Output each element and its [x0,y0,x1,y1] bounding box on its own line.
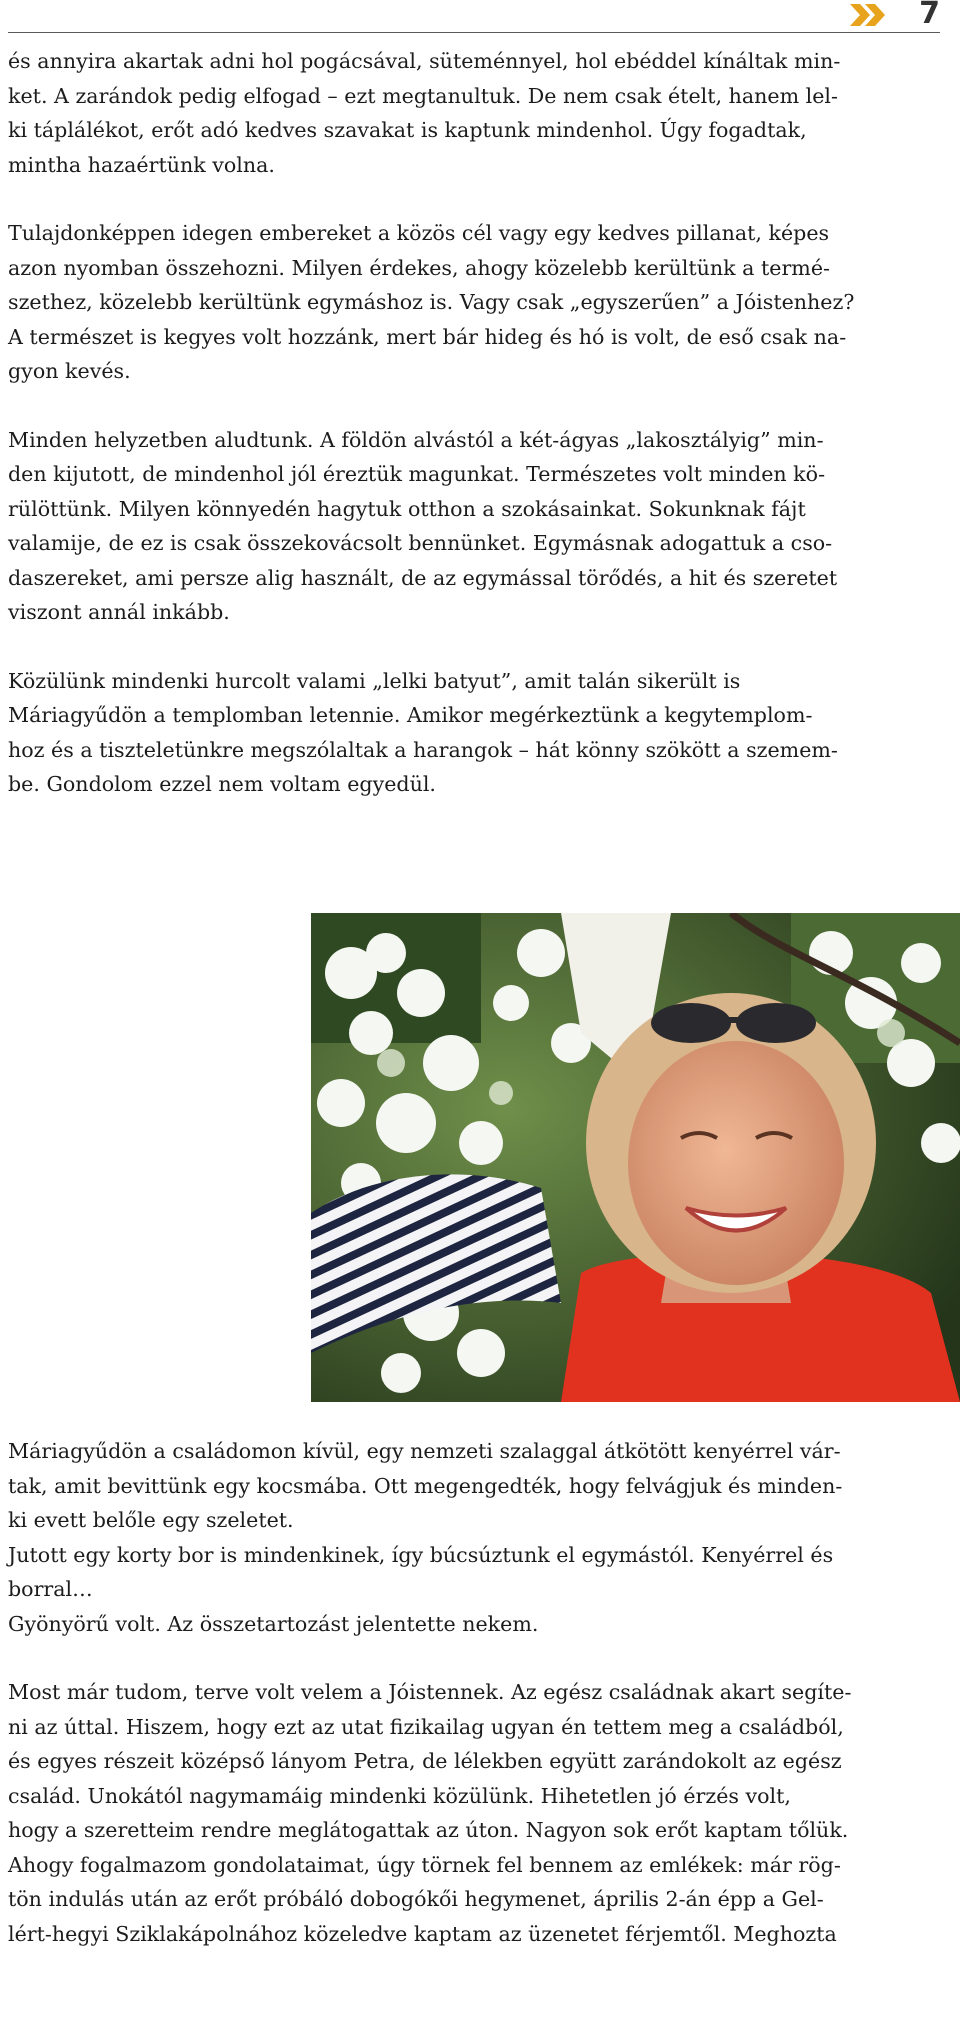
text-line: valamije, de ez is csak összekovácsolt bennünket. Egymásnak adogattuk a cso- [8,531,833,555]
text-line: gyon kevés. [8,359,131,383]
text-line: és annyira akartak adni hol pogácsával, süteménnyel, hol ebéddel kínáltak min- [8,49,841,73]
smiling-woman-photo [311,913,960,1402]
text-line: és egyes részeit középső lányom Petra, de lélekben együtt zarándokolt az egész [8,1749,842,1773]
paragraph [8,664,958,802]
text-line: szethez, közelebb kerültünk egymáshoz is. Vagy csak „egyszerűen” a Jóistenhez? [8,290,855,314]
text-line: viszont annál inkább. [8,600,230,624]
text-line: Ahogy fogalmazom gondolataimat, úgy törnek fel bennem az emlékek: már rög- [8,1852,841,1877]
text-line: család. Unokától nagymamáig mindenki közülünk. Hihetetlen jó érzés volt, [8,1783,791,1808]
paragraph [8,1538,958,1607]
paragraph [8,216,958,389]
text-line: rülöttünk. Milyen könnyedén hagytuk otthon a szokásainkat. Sokunknak fájt [8,496,806,521]
text-line: mintha hazaértünk volna. [8,152,275,177]
text-line: Máriagyűdön a családomon kívül, egy nemzeti szalaggal átkötött kenyérrel vár- [8,1439,841,1463]
text-line: Gyönyörű volt. Az összetartozást jelentette nekem. [8,1611,539,1636]
text-line: azon nyomban összehozni. Milyen érdekes, ahogy közelebb kerültünk a termé- [8,255,830,280]
text-line: ket. A zarándok pedig elfogad – ezt megtanultuk. De nem csak ételt, hanem lel- [8,83,838,108]
paragraph [8,1675,958,1951]
text-line: Most már tudom, terve volt velem a Jóistennek. Az egész családnak akart segíte- [8,1680,852,1704]
text-line: lért-hegyi Sziklakápolnához közeledve kaptam az üzenetet férjemtől. Meghozta [8,1921,837,1946]
text-line: hogy a szeretteim rendre meglátogattak az úton. Nagyon sok erőt kaptam tőlük. [8,1818,849,1842]
text-line: den kijutott, de mindenhol jól éreztük magunkat. Természetes volt minden kö- [8,462,826,486]
text-line: ki táplálékot, erőt adó kedves szavakat is kaptunk mindenhol. Úgy fogadtak, [8,118,807,142]
text-line: ki evett belőle egy szeletet. [8,1508,294,1532]
text-line: Közülünk mindenki hurcolt valami „lelki batyut”, amit talán sikerült is [8,668,741,693]
text-block-top [8,44,958,802]
text-line: A természet is kegyes volt hozzánk, mert bár hideg és hó is volt, de eső csak na- [8,324,847,349]
double-chevron-right-icon [848,2,890,28]
paragraph [8,44,958,182]
paragraph [8,423,958,630]
page-header [8,0,940,40]
text-line: ni az úttal. Hiszem, hogy ezt az utat fizikailag ugyan én tettem meg a családból, [8,1714,844,1739]
header-rule [8,32,940,33]
text-block-bottom [8,1434,958,1951]
paragraph [8,1607,958,1642]
text-line: Tulajdonképpen idegen embereket a közös cél vagy egy kedves pillanat, képes [8,221,830,245]
text-line: Máriagyűdön a templomban letennie. Amikor megérkeztünk a kegytemplom- [8,703,813,727]
text-line: be. Gondolom ezzel nem voltam egyedül. [8,772,436,796]
text-line: tön indulás után az erőt próbáló dobogókői hegymenet, április 2-án épp a Gel- [8,1887,824,1911]
text-line: daszereket, ami persze alig használt, de az egymással törődés, a hit és szeretet [8,565,838,590]
text-line: tak, amit bevittünk egy kocsmába. Ott megengedték, hogy felvágjuk és minden- [8,1473,843,1498]
text-line: Jutott egy korty bor is mindenkinek, így búcsúztunk el egymástól. Kenyérrel és [8,1542,834,1567]
text-line: borral… [8,1577,93,1601]
paragraph [8,1434,958,1538]
text-line: hoz és a tiszteletünkre megszólaltak a harangok – hát könny szökött a szemem- [8,737,838,762]
page-number: 7 [919,0,940,31]
text-line: Minden helyzetben aludtunk. A földön alvástól a két-ágyas „lakosztályig” min- [8,427,824,452]
